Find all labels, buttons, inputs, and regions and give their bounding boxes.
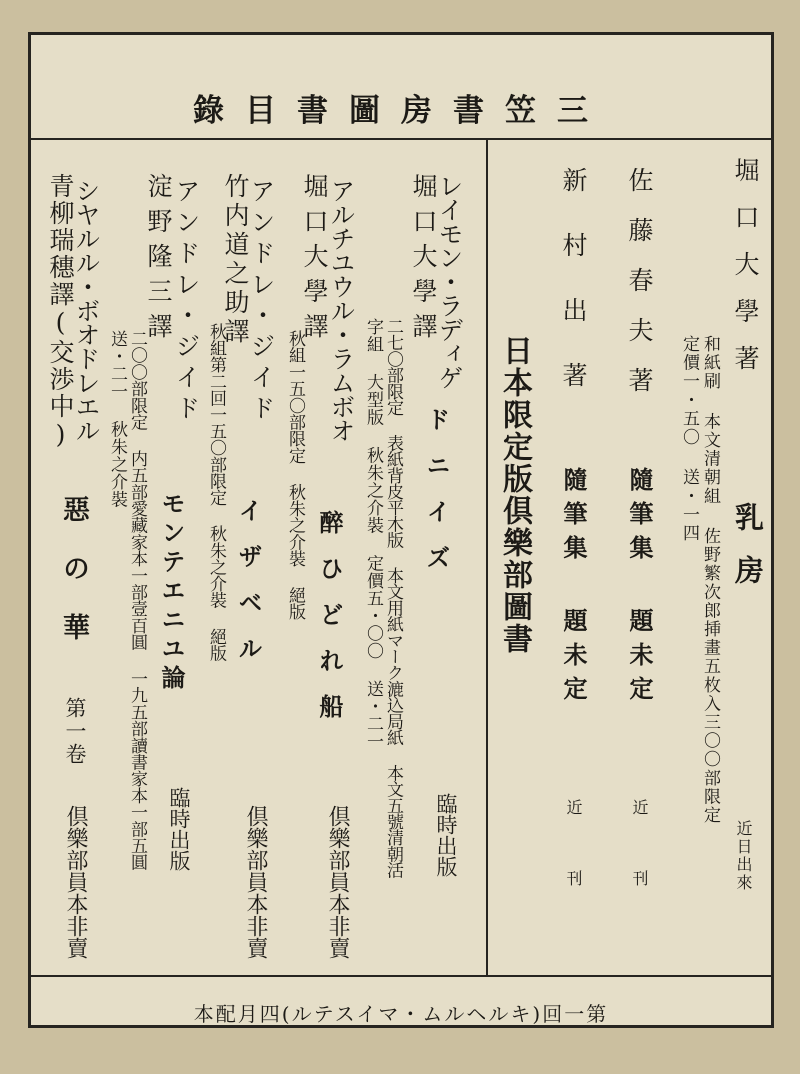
entry-status: 臨時出版 <box>167 787 191 871</box>
entry-title: 醉ひどれ船 <box>315 510 344 740</box>
entry-author: アンドレ・ジイド <box>247 178 276 426</box>
entry-translator: 堀口大學譯 <box>300 173 329 348</box>
entry-specs: 二七〇部限定 表紙背皮平木版 本文用紙マーク漉込局紙 本文五號清朝活 <box>383 318 403 878</box>
entry-author: シヤルル・ボオドレエル <box>72 178 101 442</box>
entry-specs: 秋組第二回一五〇部限定 秋朱之介裝 絕版 <box>206 323 226 662</box>
series-title: 日本限定版倶樂部圖書 <box>497 335 532 655</box>
entry-volume: 第一卷 <box>63 697 87 766</box>
entry-status: 臨時出版 <box>434 793 458 877</box>
entry-status: 近刊 <box>564 799 583 941</box>
page-title: 三笠書房圖書目錄 <box>193 93 609 129</box>
entry-translator: 青柳瑞穗譯(交渉中) <box>46 173 75 451</box>
entry-author: レイモン・ラディゲ <box>435 173 464 389</box>
catalog-page <box>28 32 774 1028</box>
entry-specs: 秋組一五〇部限定 秋朱之介裝 絕版 <box>285 330 305 620</box>
entry-specs: 二〇〇部限定 内五部愛藏家本一部壹百圓 一九五部讀書家本一部五圓 <box>127 330 147 871</box>
entry-author: アルチユウル・ラムボオ <box>327 178 356 442</box>
entry-specs: 定價一・五〇 送・一四 <box>679 335 699 543</box>
footer-note: 第一回(キルヘルム・マイステル)四月配本 <box>193 1002 609 1026</box>
entry-author: 堀口大學著 <box>731 157 760 392</box>
entry-title: モンテエニユ論 <box>157 491 186 694</box>
entry-translator: 堀口大學譯 <box>409 173 438 348</box>
entry-specs: 字組 大型版 秋朱之介裝 定價五・〇〇 送・二一 <box>363 318 383 750</box>
entry-specs: 送・二一 秋朱之介裝 <box>107 330 127 508</box>
entry-specs: 和紙刷 本文清朝組 佐野繁次郎挿畫五枚入三〇〇部限定 <box>700 335 720 825</box>
entry-title: 隨筆集 題未定 <box>625 467 654 710</box>
entry-title: 惡の華 <box>58 495 89 672</box>
entry-translator: 淀野隆三譯 <box>144 173 173 348</box>
entry-status: 近刊 <box>630 799 649 941</box>
entry-status: 倶樂部員本非賣 <box>63 805 88 959</box>
entry-author: 佐藤春夫著 <box>625 167 654 417</box>
header-rule <box>31 138 771 140</box>
entry-title: 隨筆集 題未定 <box>559 467 588 710</box>
entry-translator: 竹内道之助譯 <box>221 173 250 347</box>
entry-title: 乳房 <box>731 502 765 608</box>
column-divider <box>486 138 488 975</box>
footer-rule <box>31 975 771 977</box>
entry-title: ドニイズ <box>422 407 451 591</box>
entry-status: 倶樂部員本非賣 <box>243 805 268 959</box>
entry-author: アンドレ・ジイド <box>172 178 201 426</box>
entry-author: 新村出著 <box>559 167 588 427</box>
entry-status: 近日出來 <box>734 820 753 892</box>
entry-status: 倶樂部員本非賣 <box>325 805 350 959</box>
entry-title: イザベル <box>234 498 263 682</box>
